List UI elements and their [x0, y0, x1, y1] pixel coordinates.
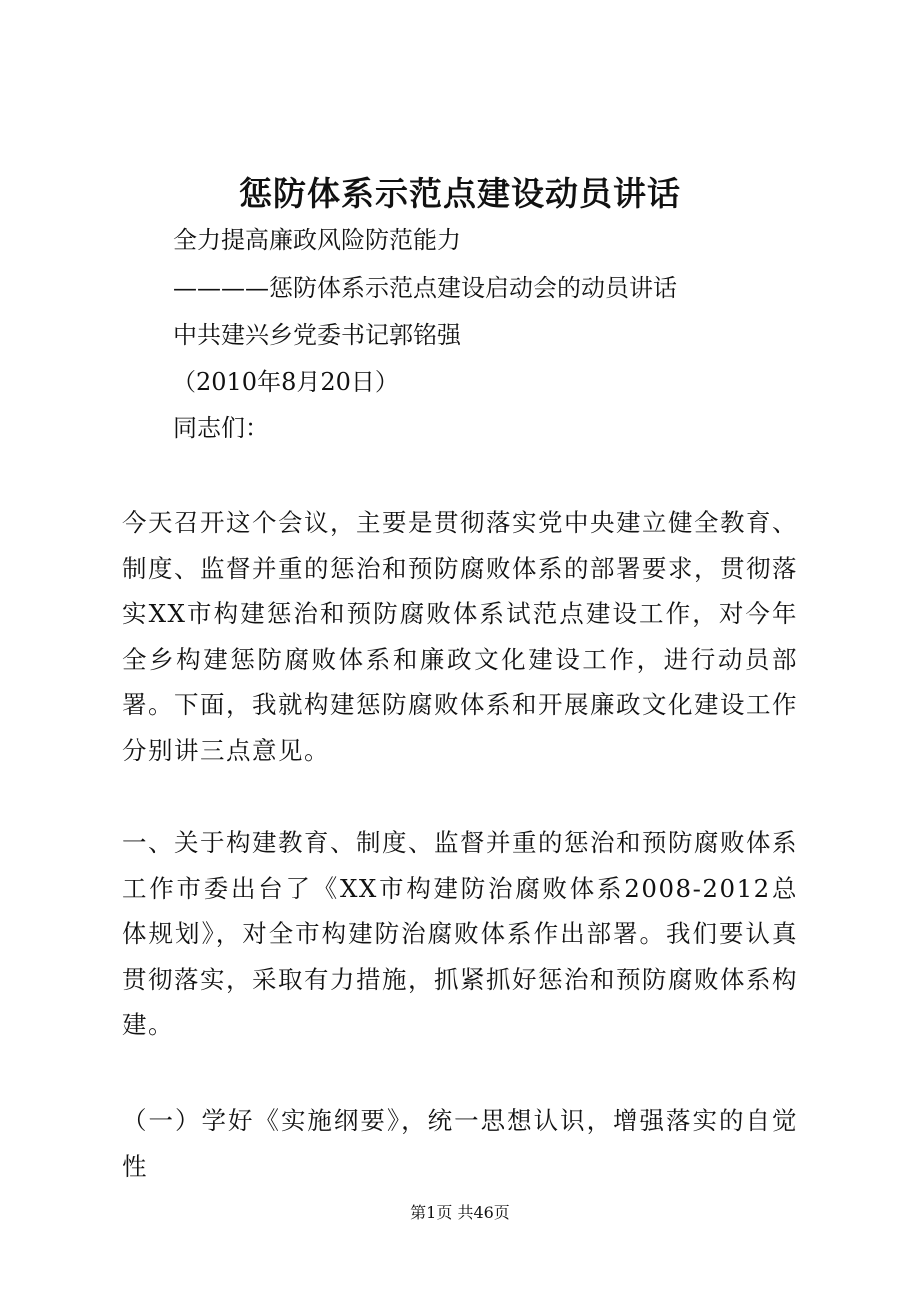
speaker-line: 中共建兴乡党委书记郭铭强: [173, 321, 461, 349]
paragraph-subsection-one: （一）学好《实施纲要》，统一思想认识，增强落实的自觉性: [122, 1106, 798, 1181]
subheading: ————惩防体系示范点建设启动会的动员讲话: [173, 274, 677, 302]
document-title: 惩防体系示范点建设动员讲话: [239, 174, 681, 213]
paragraph-section-one: 一、关于构建教育、制度、监督并重的惩治和预防腐败体系工作市委出台了《XX市构建防治腐败体系2008-2012总体规划》，对全市构建防治腐败体系作出部署。我们要认真贯彻落实，采取有力措施，抓紧抓好惩治和预防腐败体系构建。: [122, 828, 798, 1040]
salutation: 同志们：: [173, 414, 269, 442]
subtitle: 全力提高廉政风险防范能力: [173, 226, 461, 254]
page-number-footer: 第1页 共46页: [410, 1203, 510, 1222]
speech-date: （2010年8月20日）: [172, 368, 399, 396]
paragraph-intro: 今天召开这个会议，主要是贯彻落实党中央建立健全教育、制度、监督并重的惩治和预防腐败体系的部署要求，贯彻落实XX市构建惩治和预防腐败体系试范点建设工作，对今年全乡构建惩防腐败体系和廉政文化建设工作，进行动员部署。下面，我就构建惩防腐败体系和开展廉政文化建设工作分别讲三点意见。: [122, 508, 798, 765]
